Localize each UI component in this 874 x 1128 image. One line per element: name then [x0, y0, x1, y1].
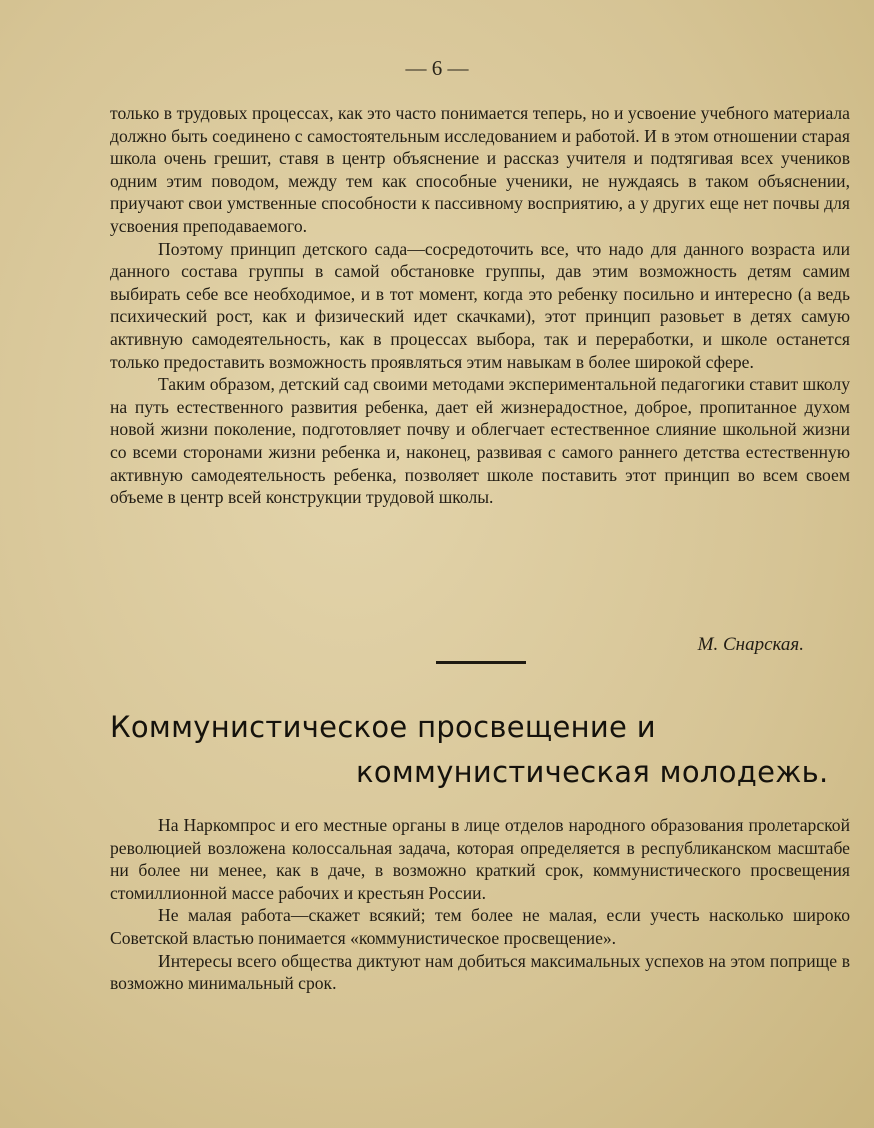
- article-1-paragraph-2: Поэтому принцип детского сада—сосредоточить все, что надо для данного возраста или данного состава группы в самой обстановке группы, дав этим возможность детям самим выбирать себе все необходимое, и в тот момент, когда это ребенку посильно и интересно (а ведь психический рост, как и физический идет скачками), этот принцип разовьет в детях самую активную самодеятельность, как в процессах выбора, так и переработки, и школе останется только предоставить возможность проявляться этим навыкам в более широкой сфере.: [110, 238, 850, 372]
- article-2-title-line-2: коммунистическая молодежь.: [356, 755, 829, 789]
- article-1-paragraph-1: только в трудовых процессах, как это часто понимается теперь, но и усвоение учебного материала должно быть соединено с самостоятельным исследованием и работой. И в этом отношении старая школа очень грешит, ставя в центр объяснение и рассказ учителя и подтягивая всех учеников одним этим поводом, между тем как способные ученики, не нуждаясь в таком объяснении, приучают свои умственные способности к пассивному восприятию, а у других еще нет почвы для усвоения преподаваемого.: [110, 103, 850, 236]
- article-2-paragraph-1: На Наркомпрос и его местные органы в лице отделов народного образования пролетарской революцией возложена колоссальная задача, которая определяется в республиканском масштабе ни более ни менее, как в даче, в возможно краткий срок, коммунистического просвещения стомиллионной массе рабочих и крестьян России.: [110, 815, 850, 903]
- article-2-paragraph-3: Интересы всего общества диктуют нам добиться максимальных успехов на этом поприще в возможно минимальный срок.: [110, 950, 850, 994]
- page-number: — 6 —: [405, 56, 469, 80]
- article-1-paragraph-3: Таким образом, детский сад своими методами экспериментальной педагогики ставит школу на путь естественного развития ребенка, дает ей жизнерадостное, доброе, пропитанное духом новой жизни поколение, подготовляет почву и облегчает естественное слияние школьной жизни со всеми сторонами жизни ребенка и, наконец, развивая с самого раннего детства естественную активную самодеятельность ребенка, позволяет школе поставить этот принцип во всем своем объеме в центр всей конструкции трудовой школы.: [110, 374, 850, 508]
- article-2-paragraph-2: Не малая работа—скажет всякий; тем более не малая, если учесть насколько широко Советской властью понимается «коммунистическое просвещение».: [110, 905, 850, 948]
- article-1-body: [110, 102, 850, 509]
- section-divider: [436, 661, 526, 664]
- author-signature: М. Снарская.: [697, 634, 804, 655]
- article-2-body: [110, 814, 850, 995]
- article-2-title-line-1: Коммунистическое просвещение и: [110, 710, 656, 744]
